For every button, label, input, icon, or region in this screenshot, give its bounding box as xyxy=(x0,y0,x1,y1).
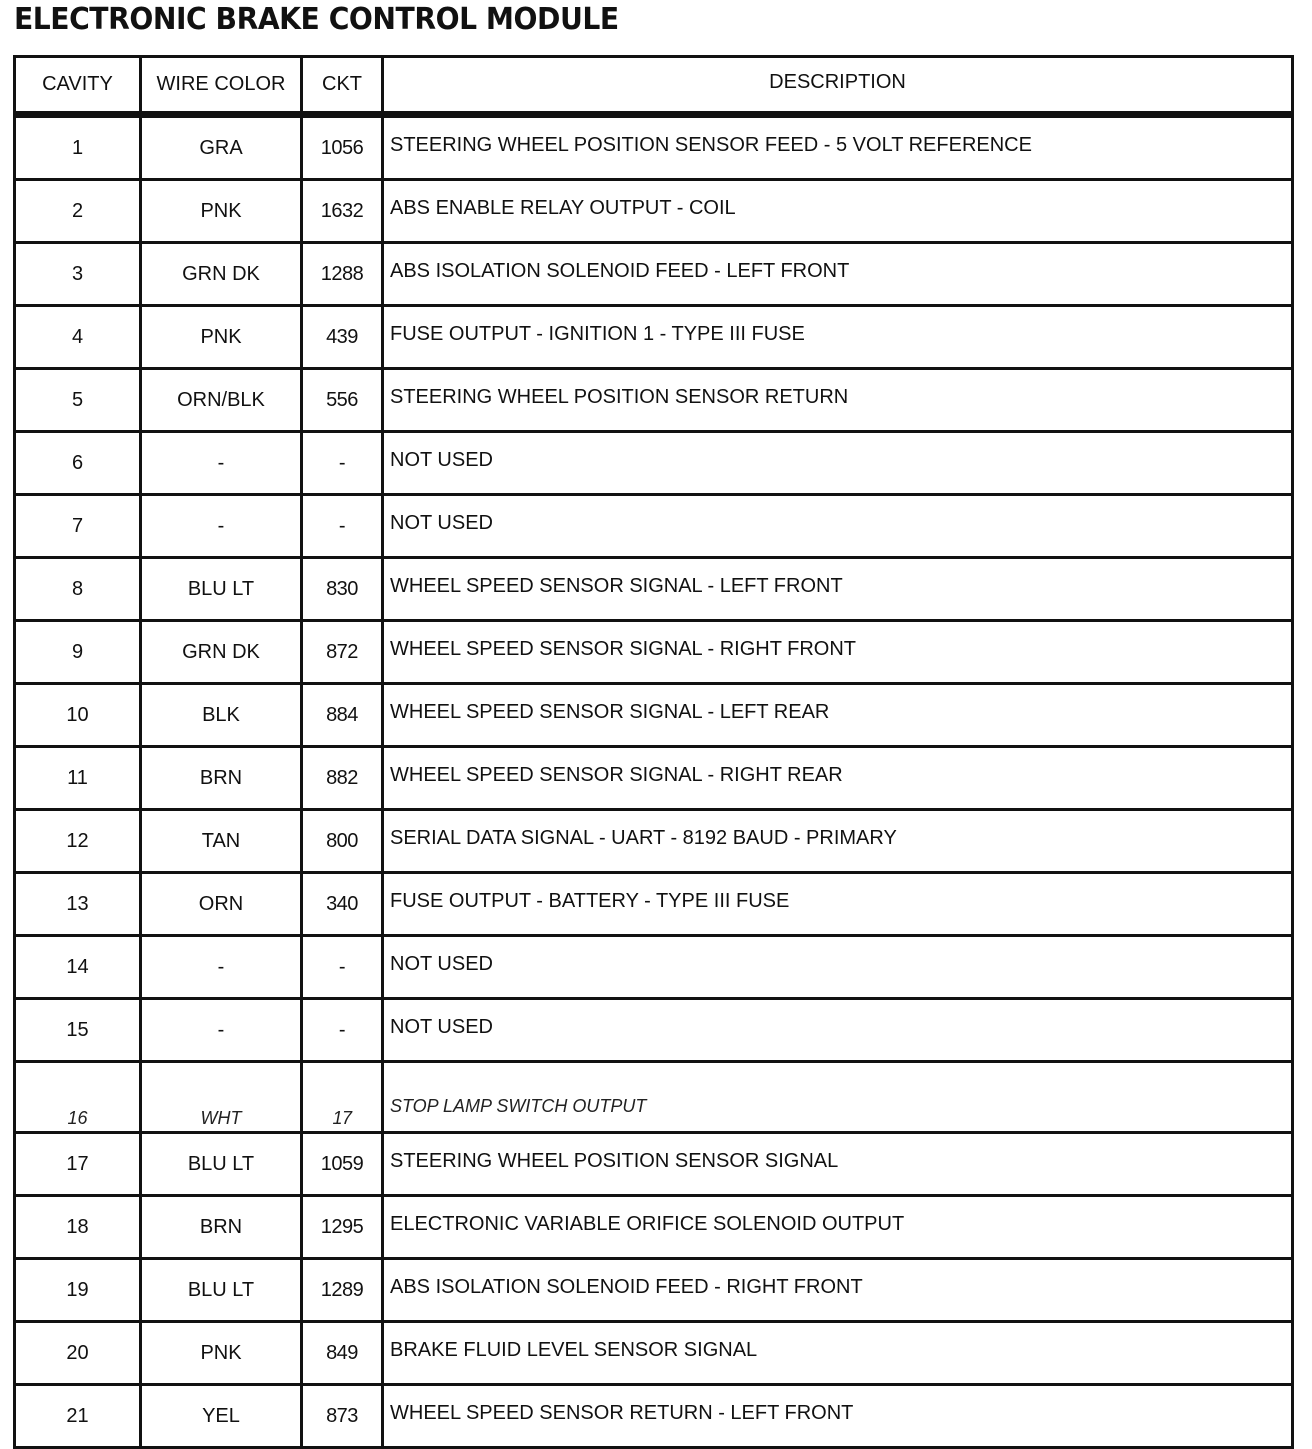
cavity-cell: 19 xyxy=(15,1259,141,1322)
ckt-cell: - xyxy=(302,495,383,558)
description-cell: SERIAL DATA SIGNAL - UART - 8192 BAUD - PRIMARY xyxy=(383,810,1293,873)
wire-color-cell: BLU LT xyxy=(141,1133,302,1196)
connector-table-container xyxy=(13,55,1291,1449)
cavity-cell: 15 xyxy=(15,999,141,1062)
description-cell: WHEEL SPEED SENSOR SIGNAL - LEFT REAR xyxy=(383,684,1293,747)
cavity-cell: 2 xyxy=(15,180,141,243)
cavity-cell: 8 xyxy=(15,558,141,621)
cavity-cell: 21 xyxy=(15,1385,141,1448)
ckt-cell: - xyxy=(302,936,383,999)
wire-color-cell: PNK xyxy=(141,306,302,369)
table-row xyxy=(15,873,1293,936)
wire-color-cell: BLK xyxy=(141,684,302,747)
wire-color-cell: PNK xyxy=(141,1322,302,1385)
table-row xyxy=(15,810,1293,873)
cavity-cell: 18 xyxy=(15,1196,141,1259)
table-row xyxy=(15,432,1293,495)
cavity-cell: 6 xyxy=(15,432,141,495)
cavity-cell: 11 xyxy=(15,747,141,810)
description-cell: FUSE OUTPUT - BATTERY - TYPE III FUSE xyxy=(383,873,1293,936)
table-row xyxy=(15,621,1293,684)
wire-color-cell: - xyxy=(141,999,302,1062)
description-cell: STEERING WHEEL POSITION SENSOR FEED - 5 VOLT REFERENCE xyxy=(383,115,1293,180)
wire-color-cell: GRN DK xyxy=(141,621,302,684)
wire-color-cell: PNK xyxy=(141,180,302,243)
description-cell: ELECTRONIC VARIABLE ORIFICE SOLENOID OUTPUT xyxy=(383,1196,1293,1259)
ckt-cell: 439 xyxy=(302,306,383,369)
table-row xyxy=(15,180,1293,243)
wire-color-cell: - xyxy=(141,936,302,999)
wire-color-cell: - xyxy=(141,432,302,495)
table-row xyxy=(15,1196,1293,1259)
cavity-cell: 13 xyxy=(15,873,141,936)
header-description: DESCRIPTION xyxy=(383,57,1293,115)
description-cell: WHEEL SPEED SENSOR SIGNAL - LEFT FRONT xyxy=(383,558,1293,621)
table-row xyxy=(15,936,1293,999)
table-header xyxy=(15,57,1293,115)
ckt-cell: 340 xyxy=(302,873,383,936)
table-row xyxy=(15,495,1293,558)
cavity-cell: 14 xyxy=(15,936,141,999)
cavity-cell: 3 xyxy=(15,243,141,306)
description-cell: NOT USED xyxy=(383,936,1293,999)
ckt-cell: 873 xyxy=(302,1385,383,1448)
table-row xyxy=(15,115,1293,180)
cavity-cell: 12 xyxy=(15,810,141,873)
description-cell: ABS ENABLE RELAY OUTPUT - COIL xyxy=(383,180,1293,243)
wire-color-cell: YEL xyxy=(141,1385,302,1448)
table-row xyxy=(15,1259,1293,1322)
ckt-cell: 800 xyxy=(302,810,383,873)
cavity-cell: 1 xyxy=(15,115,141,180)
description-cell: STEERING WHEEL POSITION SENSOR RETURN xyxy=(383,369,1293,432)
table-row xyxy=(15,1385,1293,1448)
description-cell: FUSE OUTPUT - IGNITION 1 - TYPE III FUSE xyxy=(383,306,1293,369)
cavity-cell: 10 xyxy=(15,684,141,747)
header-ckt: CKT xyxy=(302,57,383,115)
ckt-cell: 1295 xyxy=(302,1196,383,1259)
ckt-cell: 1288 xyxy=(302,243,383,306)
description-cell: NOT USED xyxy=(383,495,1293,558)
table-row xyxy=(15,684,1293,747)
wire-color-cell: WHT xyxy=(141,1062,302,1133)
table-row xyxy=(15,243,1293,306)
ckt-cell: - xyxy=(302,432,383,495)
table-row xyxy=(15,558,1293,621)
cavity-cell: 17 xyxy=(15,1133,141,1196)
header-row xyxy=(15,57,1293,115)
description-cell: STOP LAMP SWITCH OUTPUT xyxy=(383,1062,1293,1133)
connector-table xyxy=(13,55,1294,1449)
header-wire-color: WIRE COLOR xyxy=(141,57,302,115)
description-cell: ABS ISOLATION SOLENOID FEED - LEFT FRONT xyxy=(383,243,1293,306)
table-row xyxy=(15,747,1293,810)
table-body xyxy=(15,115,1293,1448)
wire-color-cell: BLU LT xyxy=(141,1259,302,1322)
table-row xyxy=(15,1062,1293,1133)
description-cell: STEERING WHEEL POSITION SENSOR SIGNAL xyxy=(383,1133,1293,1196)
table-row xyxy=(15,369,1293,432)
ckt-cell: 1059 xyxy=(302,1133,383,1196)
cavity-cell: 4 xyxy=(15,306,141,369)
wire-color-cell: GRA xyxy=(141,115,302,180)
wire-color-cell: ORN xyxy=(141,873,302,936)
ckt-cell: 882 xyxy=(302,747,383,810)
wire-color-cell: BLU LT xyxy=(141,558,302,621)
cavity-cell: 20 xyxy=(15,1322,141,1385)
description-cell: WHEEL SPEED SENSOR SIGNAL - RIGHT FRONT xyxy=(383,621,1293,684)
header-cavity: CAVITY xyxy=(15,57,141,115)
ckt-cell: 556 xyxy=(302,369,383,432)
table-row xyxy=(15,1133,1293,1196)
cavity-cell: 16 xyxy=(15,1062,141,1133)
ckt-cell: 1289 xyxy=(302,1259,383,1322)
table-row xyxy=(15,306,1293,369)
ckt-cell: 884 xyxy=(302,684,383,747)
ckt-cell: 872 xyxy=(302,621,383,684)
wire-color-cell: TAN xyxy=(141,810,302,873)
wire-color-cell: BRN xyxy=(141,747,302,810)
table-row xyxy=(15,1322,1293,1385)
ckt-cell: 1056 xyxy=(302,115,383,180)
wire-color-cell: ORN/BLK xyxy=(141,369,302,432)
page-title: ELECTRONIC BRAKE CONTROL MODULE xyxy=(14,2,619,37)
wire-color-cell: GRN DK xyxy=(141,243,302,306)
description-cell: BRAKE FLUID LEVEL SENSOR SIGNAL xyxy=(383,1322,1293,1385)
description-cell: NOT USED xyxy=(383,432,1293,495)
description-cell: ABS ISOLATION SOLENOID FEED - RIGHT FRONT xyxy=(383,1259,1293,1322)
cavity-cell: 9 xyxy=(15,621,141,684)
cavity-cell: 7 xyxy=(15,495,141,558)
ckt-cell: 1632 xyxy=(302,180,383,243)
description-cell: WHEEL SPEED SENSOR RETURN - LEFT FRONT xyxy=(383,1385,1293,1448)
wire-color-cell: BRN xyxy=(141,1196,302,1259)
ckt-cell: 849 xyxy=(302,1322,383,1385)
ckt-cell: 830 xyxy=(302,558,383,621)
wire-color-cell: - xyxy=(141,495,302,558)
cavity-cell: 5 xyxy=(15,369,141,432)
ckt-cell: - xyxy=(302,999,383,1062)
ckt-cell: 17 xyxy=(302,1062,383,1133)
table-row xyxy=(15,999,1293,1062)
description-cell: WHEEL SPEED SENSOR SIGNAL - RIGHT REAR xyxy=(383,747,1293,810)
description-cell: NOT USED xyxy=(383,999,1293,1062)
